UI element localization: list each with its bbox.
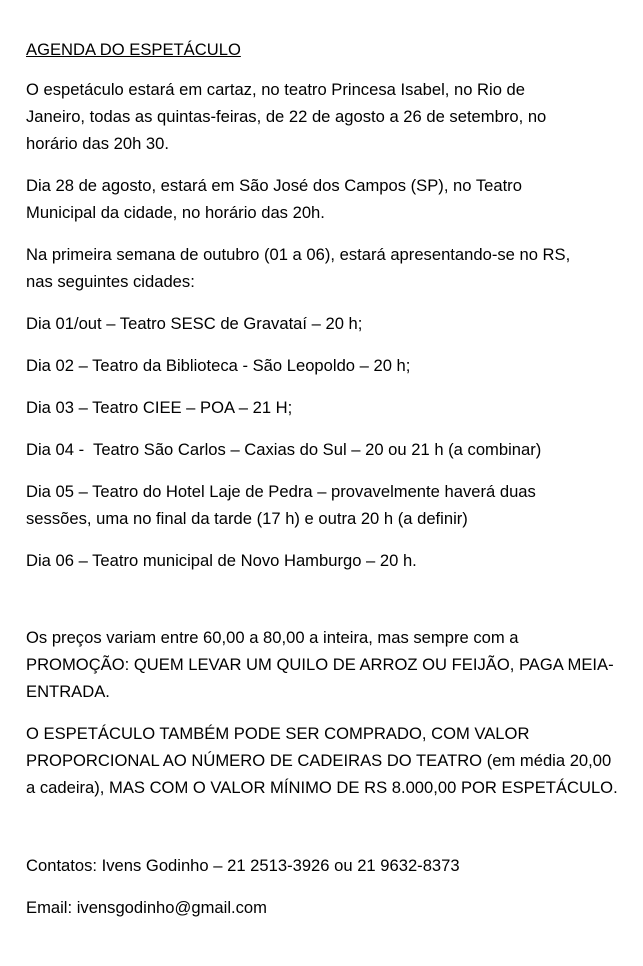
text-line: Dia 03 – Teatro CIEE – POA – 21 H; (26, 398, 293, 417)
text-line: sessões, uma no final da tarde (17 h) e outra 20 h (a definir) (26, 509, 468, 528)
document-body (26, 36, 638, 936)
text-line: ENTRADA. (26, 682, 110, 701)
pricing-paragraph (26, 624, 638, 705)
paragraph-rio (26, 76, 638, 157)
text-line: O ESPETÁCULO TAMBÉM PODE SER COMPRADO, COM VALOR (26, 724, 530, 743)
text-line: Dia 02 – Teatro da Biblioteca - São Leopoldo – 20 h; (26, 356, 411, 375)
text-line: Municipal da cidade, no horário das 20h. (26, 203, 325, 222)
schedule-item-day-06 (26, 547, 638, 574)
text-line: Dia 05 – Teatro do Hotel Laje de Pedra – provavelmente haverá duas (26, 482, 536, 501)
email-line: Email: ivensgodinho@gmail.com (26, 898, 267, 917)
text-line: Dia 06 – Teatro municipal de Novo Hamburgo – 20 h. (26, 551, 417, 570)
text-line: Dia 04 - Teatro São Carlos – Caxias do Sul – 20 ou 21 h (a combinar) (26, 440, 542, 459)
paragraph-rs-intro (26, 241, 638, 295)
text-line: nas seguintes cidades: (26, 272, 195, 291)
contacts-line: Contatos: Ivens Godinho – 21 2513-3926 ou 21 9632-8373 (26, 856, 460, 875)
text-line: horário das 20h 30. (26, 134, 169, 153)
text-line: Na primeira semana de outubro (01 a 06), estará apresentando-se no RS, (26, 245, 571, 264)
text-line: Os preços variam entre 60,00 a 80,00 a inteira, mas sempre com a (26, 628, 519, 647)
purchase-paragraph (26, 720, 638, 801)
text-line: a cadeira), MAS COM O VALOR MÍNIMO DE RS 8.000,00 POR ESPETÁCULO. (26, 778, 618, 797)
text-line: Janeiro, todas as quintas-feiras, de 22 de agosto a 26 de setembro, no (26, 107, 547, 126)
text-line: O espetáculo estará em cartaz, no teatro Princesa Isabel, no Rio de (26, 80, 526, 99)
schedule-item-day-02 (26, 352, 638, 379)
text-line: Dia 28 de agosto, estará em São José dos Campos (SP), no Teatro (26, 176, 522, 195)
schedule-item-day-04 (26, 436, 638, 463)
paragraph-sao-jose (26, 172, 638, 226)
schedule-item-day-01 (26, 310, 638, 337)
schedule-item-day-03 (26, 394, 638, 421)
page-title: AGENDA DO ESPETÁCULO (26, 40, 241, 59)
text-line: PROPORCIONAL AO NÚMERO DE CADEIRAS DO TEATRO (em média 20,00 (26, 751, 612, 770)
text-line: PROMOÇÃO: QUEM LEVAR UM QUILO DE ARROZ OU FEIJÃO, PAGA MEIA- (26, 655, 614, 674)
text-line: Dia 01/out – Teatro SESC de Gravataí – 20 h; (26, 314, 363, 333)
schedule-item-day-05 (26, 478, 638, 532)
